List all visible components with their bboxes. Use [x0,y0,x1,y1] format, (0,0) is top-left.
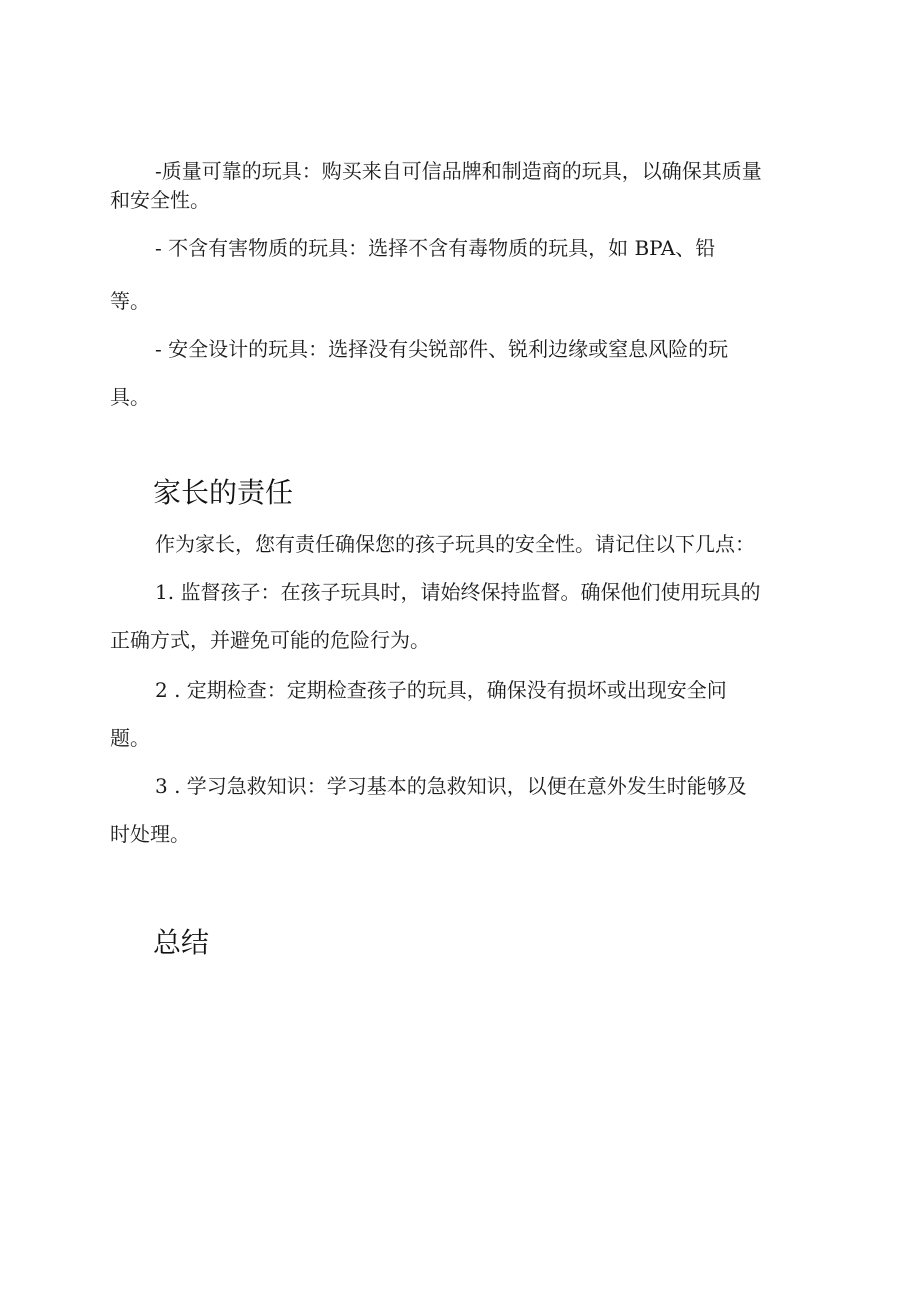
bullet-quality-line1: -质量可靠的玩具：购买来自可信品牌和制造商的玩具，以确保其质量 [155,159,762,183]
bullet-safe-design-line2: 具。 [110,385,150,409]
item-inspect-line2: 题。 [110,726,150,750]
section-heading-summary: 总结 [153,926,210,959]
item-supervise-line1: 1. 监督孩子：在孩子玩具时，请始终保持监督。确保他们使用玩具的 [155,580,761,604]
bullet-quality-line2: 和安全性。 [110,188,210,212]
bullet-safe-design-line1: - 安全设计的玩具：选择没有尖锐部件、锐利边缘或窒息风险的玩 [155,337,729,361]
item-first-aid-line2: 时处理。 [110,822,190,846]
item-supervise-line2: 正确方式，并避免可能的危险行为。 [110,628,430,652]
bullet-no-harmful-line2: 等。 [110,289,150,313]
item-inspect-line1: 2 . 定期检查：定期检查孩子的玩具，确保没有损坏或出现安全问 [155,678,727,702]
parents-intro: 作为家长，您有责任确保您的孩子玩具的安全性。请记住以下几点： [155,532,755,556]
bullet-no-harmful-line1: - 不含有害物质的玩具：选择不含有毒物质的玩具，如 BPA、铅 [155,236,716,260]
item-first-aid-line1: 3 . 学习急救知识：学习基本的急救知识，以便在意外发生时能够及 [155,774,747,798]
section-heading-parents: 家长的责任 [153,476,294,509]
